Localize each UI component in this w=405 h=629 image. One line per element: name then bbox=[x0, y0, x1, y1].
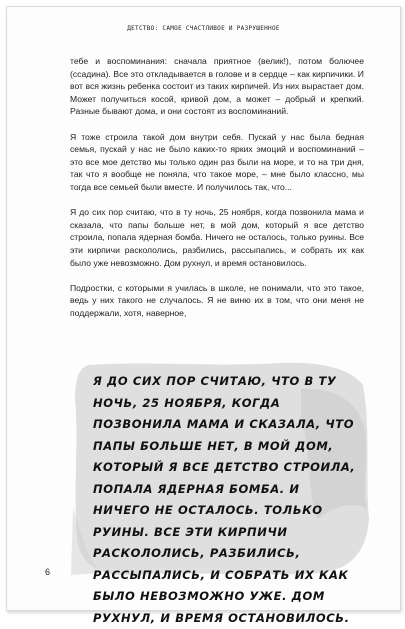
running-header: ДЕТСТВО: САМОЕ СЧАСТЛИВОЕ И РАЗРУШЕННОЕ bbox=[127, 25, 280, 32]
paragraph: Подростки, с которыми я училась в школе, не понимали, что это такое, ведь у них такого не случалось. Я не виню их в том, что они меня не поддержали, хотя, наверное, bbox=[70, 282, 364, 318]
page-number: 6 bbox=[45, 567, 51, 577]
pull-quote bbox=[71, 359, 371, 625]
body-text bbox=[70, 55, 364, 332]
paragraph: Я тоже строила такой дом внутри себя. Пускай у нас была бедная семья, пускай у нас не было каких-то ярких эмоций и воспоминаний – это все мое детство мы только один раз были на море, и то на три дня, так что я вообще не поняла, что такое море, – мне было классно, мы тогда все семьей были вместе. И получилось так, что... bbox=[70, 131, 364, 192]
book-page bbox=[6, 6, 401, 625]
paragraph: Я до сих пор считаю, что в ту ночь, 25 ноября, когда позвонила мама и сказала, что папы больше нет, в мой дом, который я все детство строила, попала ядерная бомба. Ничего не осталось, только руины. Все эти кирпичи раскололись, разбились, рассыпались, и собрать их как было уже невозможно. Дом рухнул, и время остановилось. bbox=[70, 207, 364, 268]
paragraph: тебе и воспоминания: сначала приятное (велик!), потом болючее (ссадина). Все это откладывается в голове и в сердце – как кирпичики. И вот вся жизнь ребенка состоит из таких кирпичей. Из них вырастает дом. Может получиться косой, кривой дом, а может – добрый и крепкий. Разные бывают дома, и они состоят из воспоминаний. bbox=[70, 56, 364, 117]
pull-quote-text: Я ДО СИХ ПОР СЧИТАЮ, ЧТО В ТУ НОЧЬ, 25 НОЯБРЯ, КОГДА ПОЗВОНИЛА МАМА И СКАЗАЛА, ЧТО ПАПЫ БОЛЬШЕ НЕТ, В МОЙ ДОМ, КОТОРЫЙ Я ВСЕ ДЕТСТВО СТРОИЛА, ПОПАЛА ЯДЕРНАЯ БОМБА. И НИЧЕГО НЕ ОСТАЛОСЬ. ТОЛЬКО РУИНЫ. ВСЕ ЭТИ КИРПИЧИ РАСКОЛОЛИСЬ, РАЗБИЛИСЬ, РАССЫПАЛИСЬ, И СОБРАТЬ ИХ КАК БЫЛО НЕВОЗМОЖНО УЖЕ. ДОМ РУХНУЛ, И ВРЕМЯ ОСТАНОВИЛОСЬ. bbox=[93, 374, 356, 625]
